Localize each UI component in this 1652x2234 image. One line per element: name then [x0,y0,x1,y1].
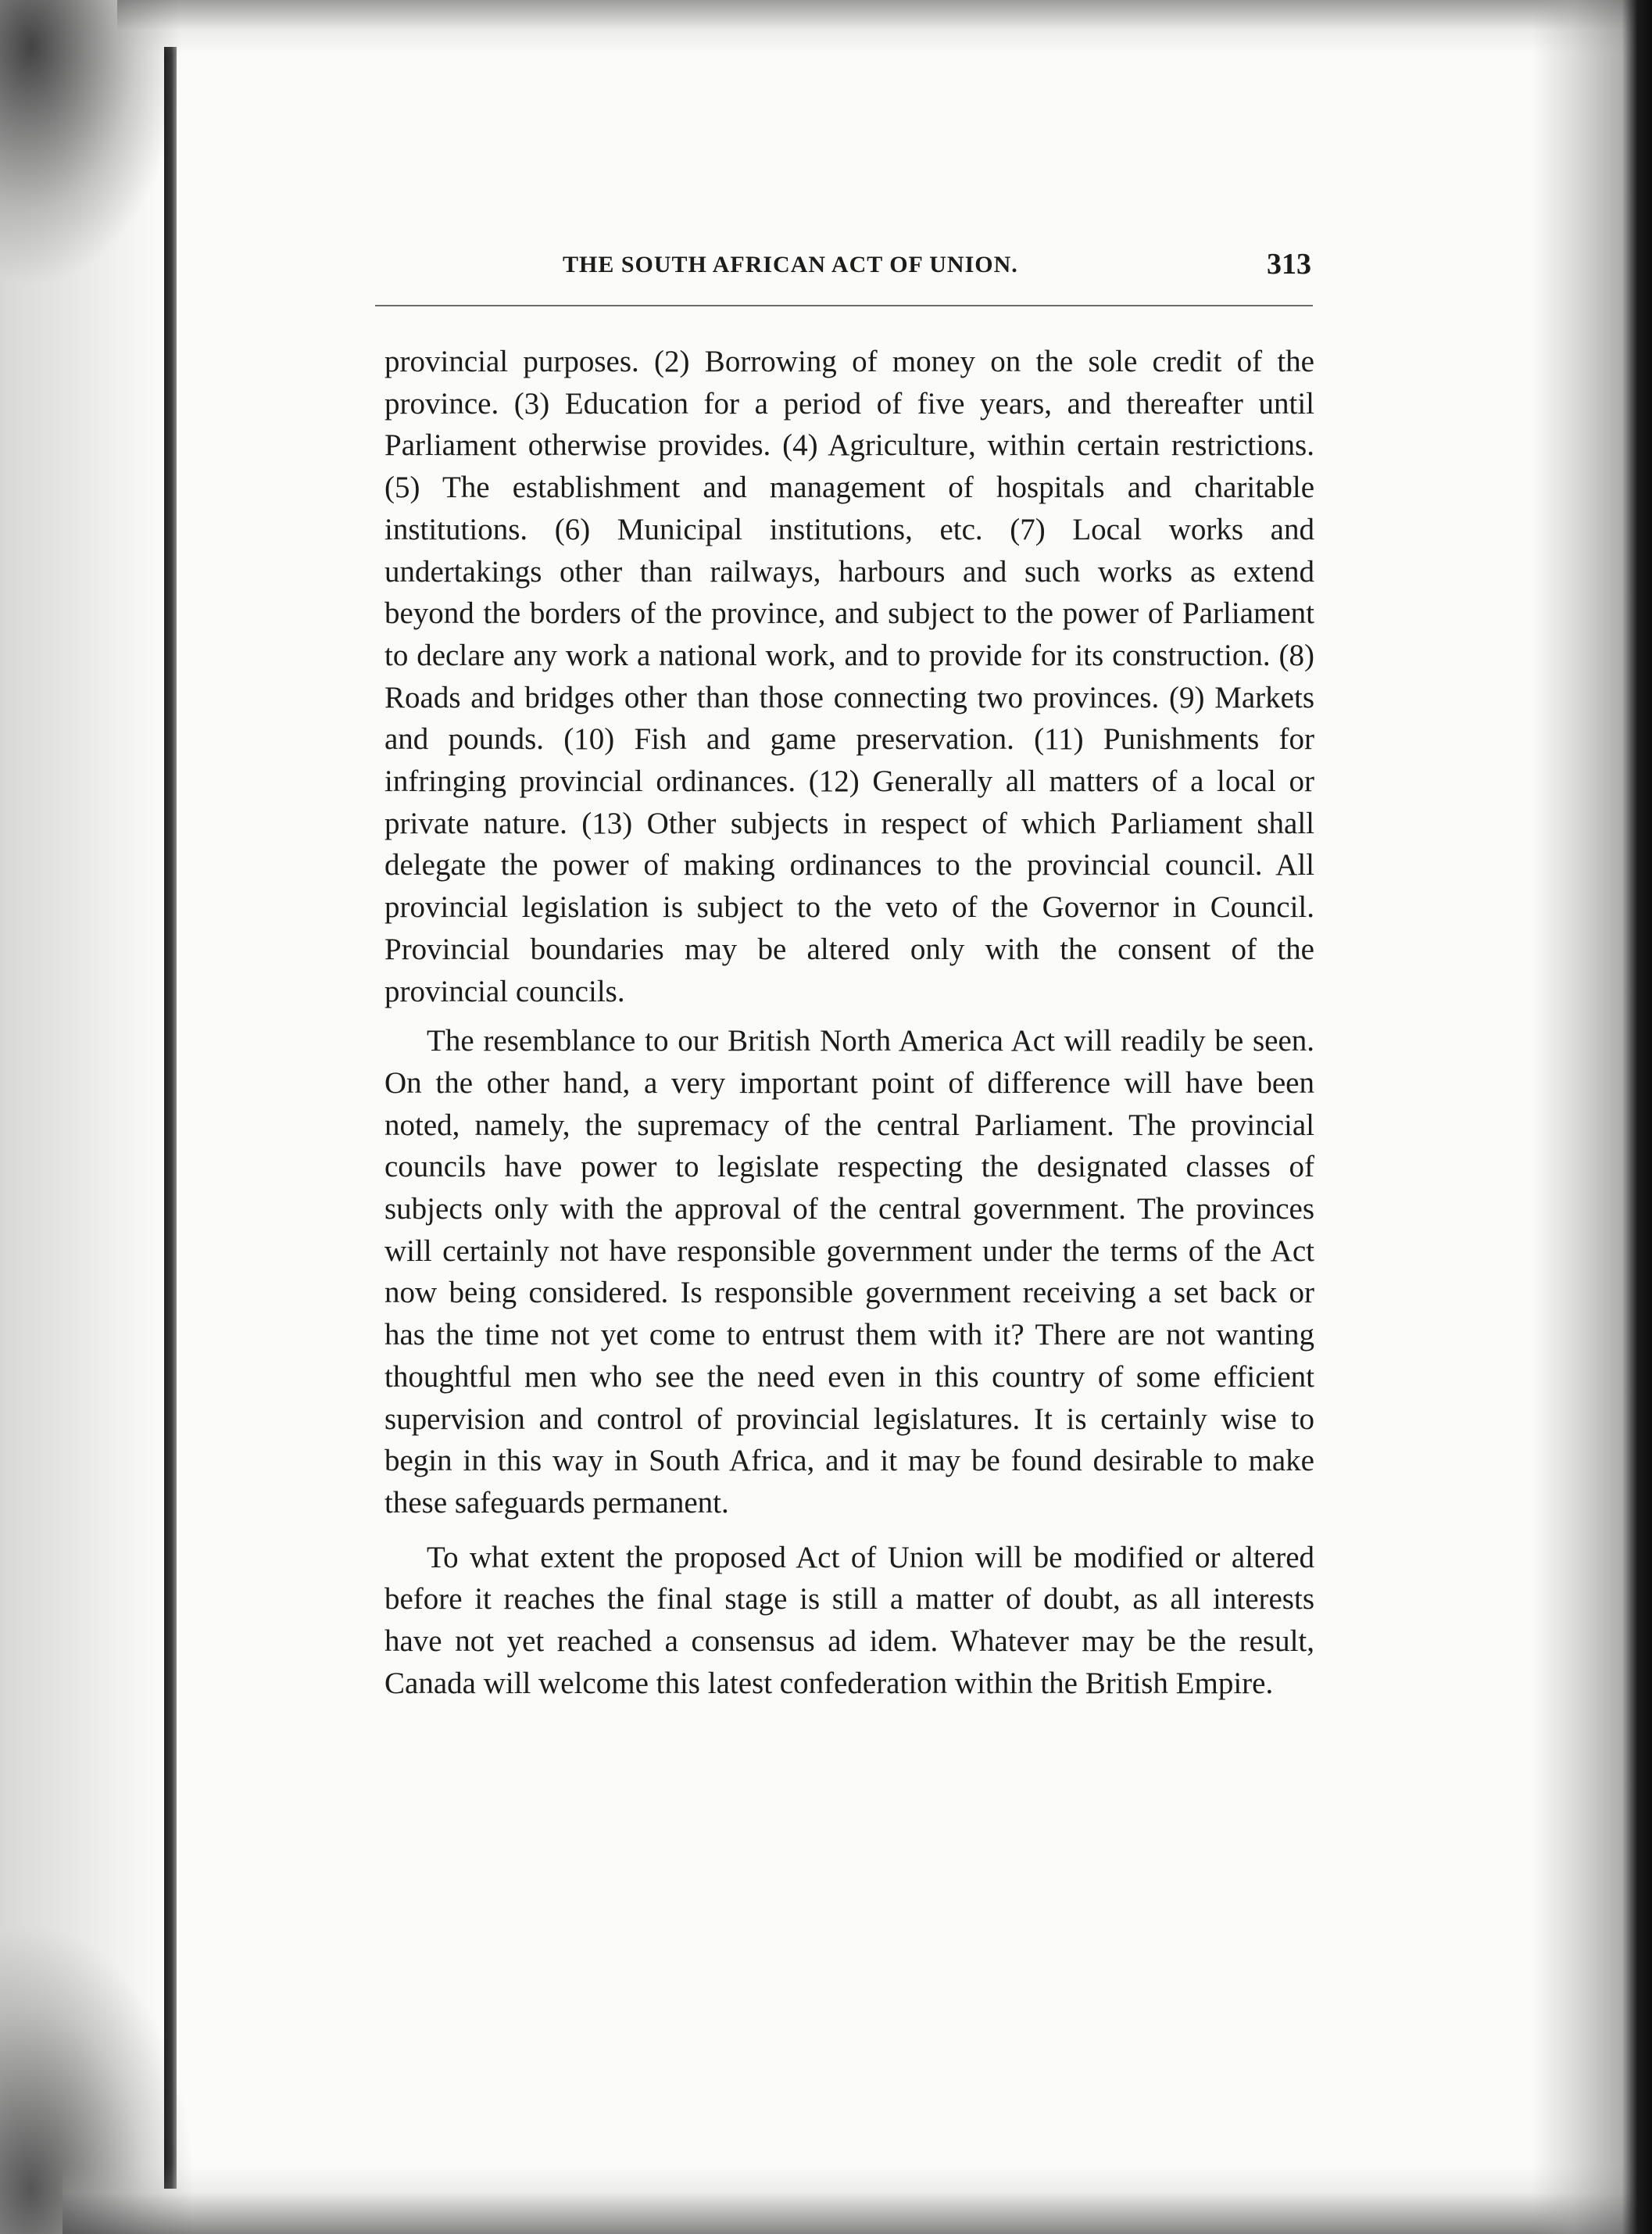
paragraph: The resemblance to our British North America Act will readily be seen. On the other hand, a very important point of difference will have been noted, namely, the supremacy of the central Parliament. The provincial councils have power to legislate respecting the designated classes of subjects only with the approval of the central government. The provinces will certainly not have responsible government under the terms of the Act now being considered. Is responsible government receiving a set back or has the time not yet come to entrust them with it? There are not wanting thoughtful men who see the need even in this country of some efficient supervision and control of provincial legislatures. It is certainly wise to begin in this way in South Africa, and it may be found desirable to make these safeguards permanent. [384,1024,1314,1520]
binding-edge [164,47,177,2189]
binding-shadow [0,0,234,2234]
paragraph: provincial purposes. (2) Borrowing of money on the sole credit of the province. (3) Education for a period of five years, and thereafter until Parliament otherwise provides. (4) Agriculture, within certain restrictions. (5) The establishment and management of hospitals and charitable institutions. (6) Municipal institutions, etc. (7) Local works and undertakings other than railways, harbours and such works as extend beyond the borders of the province, and subject to the power of Parliament to declare any work a national work, and to provide for its construction. (8) Roads and bridges other than those connecting two provinces. (9) Markets and pounds. (10) Fish and game preservation. (11) Punishments for infringing provincial ordinances. (12) Generally all matters of a local or private nature. (13) Other subjects in respect of which Parliament shall delegate the power of making ordinances to the provincial council. All provincial legislation is subject to the veto of the Governor in Council. Provincial boundaries may be altered only with the consent of the provincial councils. [384,345,1314,1008]
header-rule [375,305,1313,306]
page-number: 313 [1267,248,1311,281]
right-page-edge [1532,0,1652,2234]
bottom-page-shadow [63,2165,1652,2234]
page-header [384,248,1336,291]
top-page-shadow [117,0,1652,55]
paragraph: To what extent the proposed Act of Union will be modified or altered before it reaches the final stage is still a matter of doubt, as all interests have not yet reached a consensus ad idem. Whatever may be the result, Canada will welcome this latest confederation within the British Empire. [384,1540,1314,1700]
running-title: THE SOUTH AFRICAN ACT OF UNION. [563,252,1018,277]
body-text [384,341,1314,1705]
